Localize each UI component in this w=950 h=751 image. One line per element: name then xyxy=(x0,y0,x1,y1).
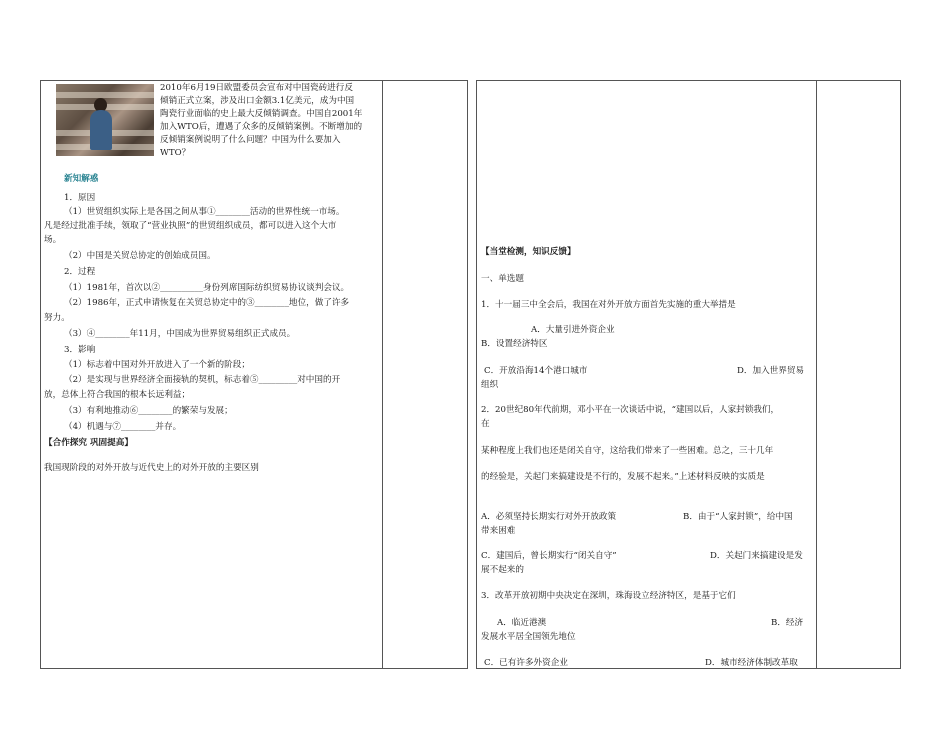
body-line: （2）1986年，正式申请恢复在关贸总协定中的③________地位，做了许多 xyxy=(64,298,350,308)
section-title-cooperative-inquiry: 【合作探究 巩固提高】 xyxy=(44,438,133,448)
question-1: 1．十一届三中全会后，我国在对外开放方面首先实施的重大举措是 xyxy=(481,300,736,310)
question-2-line: 的经验是，关起门来搞建设是不行的，发展不起来。”上述材料反映的实质是 xyxy=(481,472,765,482)
q1-option-d-cont: 组织 xyxy=(481,380,499,390)
left-notes-column xyxy=(382,80,468,669)
q2-option-d-cont: 展不起来的 xyxy=(481,565,524,575)
body-line: （1）1981年，首次以②__________身份列席国际纺织贸易协议谈判会议。 xyxy=(64,283,350,293)
body-line: （1）世贸组织实际上是各国之间从事①________活动的世界性统一市场。 xyxy=(64,207,345,217)
q1-option-d: D．加入世界贸易 xyxy=(737,366,805,376)
q3-option-b: B．经济 xyxy=(771,618,804,628)
q2-option-b: B．由于“人家封锁”，给中国 xyxy=(683,512,793,522)
question-2-line: 在 xyxy=(481,419,490,429)
body-line: （3）有利地推动⑥________的繁荣与发展； xyxy=(64,406,233,416)
question-2-line: 2．20世纪80年代前期，邓小平在一次谈话中说，“建国以后，人家封锁我们， xyxy=(481,405,780,415)
section-title-new-knowledge: 新知解惑 xyxy=(64,174,99,184)
q1-option-b: B．设置经济特区 xyxy=(481,339,548,349)
body-line: 1．原因 xyxy=(64,193,96,203)
question-3: 3．改革开放初期中央决定在深圳，珠海设立经济特区，是基于它们 xyxy=(481,591,736,601)
q1-option-c: C．开放沿海14个港口城市 xyxy=(484,366,588,376)
q1-option-a: A．大量引进外资企业 xyxy=(531,325,615,335)
body-line: 2．过程 xyxy=(64,267,96,277)
intro-line: 2010年6月19日欧盟委员会宣布对中国瓷砖进行反 xyxy=(160,83,353,93)
body-line: （2）中国是关贸总协定的创始成员国。 xyxy=(64,251,216,261)
body-line: 3．影响 xyxy=(64,345,96,355)
part-heading: 一、单选题 xyxy=(481,274,524,284)
q2-option-b-cont: 带来困难 xyxy=(481,526,516,536)
right-notes-column xyxy=(816,80,901,669)
intro-line: 反倾销案例说明了什么问题？中国为什么要加入 xyxy=(160,135,341,145)
body-line: （4）机遇与⑦________并存。 xyxy=(64,422,182,432)
q3-option-a: A．临近港澳 xyxy=(497,618,547,628)
q3-option-b-cont: 发展水平居全国领先地位 xyxy=(481,632,576,642)
tile-worker-photo xyxy=(56,84,154,156)
body-line: （1）标志着中国对外开放进入了一个新的阶段； xyxy=(64,360,250,370)
section-title-classroom-test: 【当堂检测，知识反馈】 xyxy=(481,247,576,257)
body-line: 凡是经过批准手续，领取了“营业执照”的世贸组织成员，都可以进入这个大市 xyxy=(44,221,337,231)
question-2-line: 某种程度上我们也还是闭关自守，这给我们带来了一些困难。总之，三十几年 xyxy=(481,446,774,456)
body-line: 场。 xyxy=(44,235,62,245)
intro-line: 加入WTO后，遭遇了众多的反倾销案例。不断增加的 xyxy=(160,122,363,132)
body-line: （2）是实现与世界经济全面接轨的契机，标志着⑤_________对中国的开 xyxy=(64,375,341,385)
intro-line: WTO？ xyxy=(160,148,191,158)
q2-option-c: C．建国后，曾长期实行“闭关自守” xyxy=(481,551,617,561)
body-line: 努力。 xyxy=(44,313,70,323)
inquiry-question: 我国现阶段的对外开放与近代史上的对外开放的主要区别 xyxy=(44,463,259,473)
q3-option-c: C．已有许多外资企业 xyxy=(484,658,568,668)
q2-option-d: D．关起门来搞建设是发 xyxy=(710,551,803,561)
intro-line: 倾销正式立案，涉及出口金额3.1亿美元，成为中国 xyxy=(160,96,355,106)
q3-option-d: D．城市经济体制改革取 xyxy=(705,658,798,668)
body-line: 放，总体上符合我国的根本长远利益； xyxy=(44,390,191,400)
q2-option-a: A．必须坚持长期实行对外开放政策 xyxy=(481,512,617,522)
body-line: （3）④________年11月，中国成为世界贸易组织正式成员。 xyxy=(64,329,296,339)
intro-line: 陶瓷行业面临的史上最大反倾销调查。中国自2001年 xyxy=(160,109,363,119)
